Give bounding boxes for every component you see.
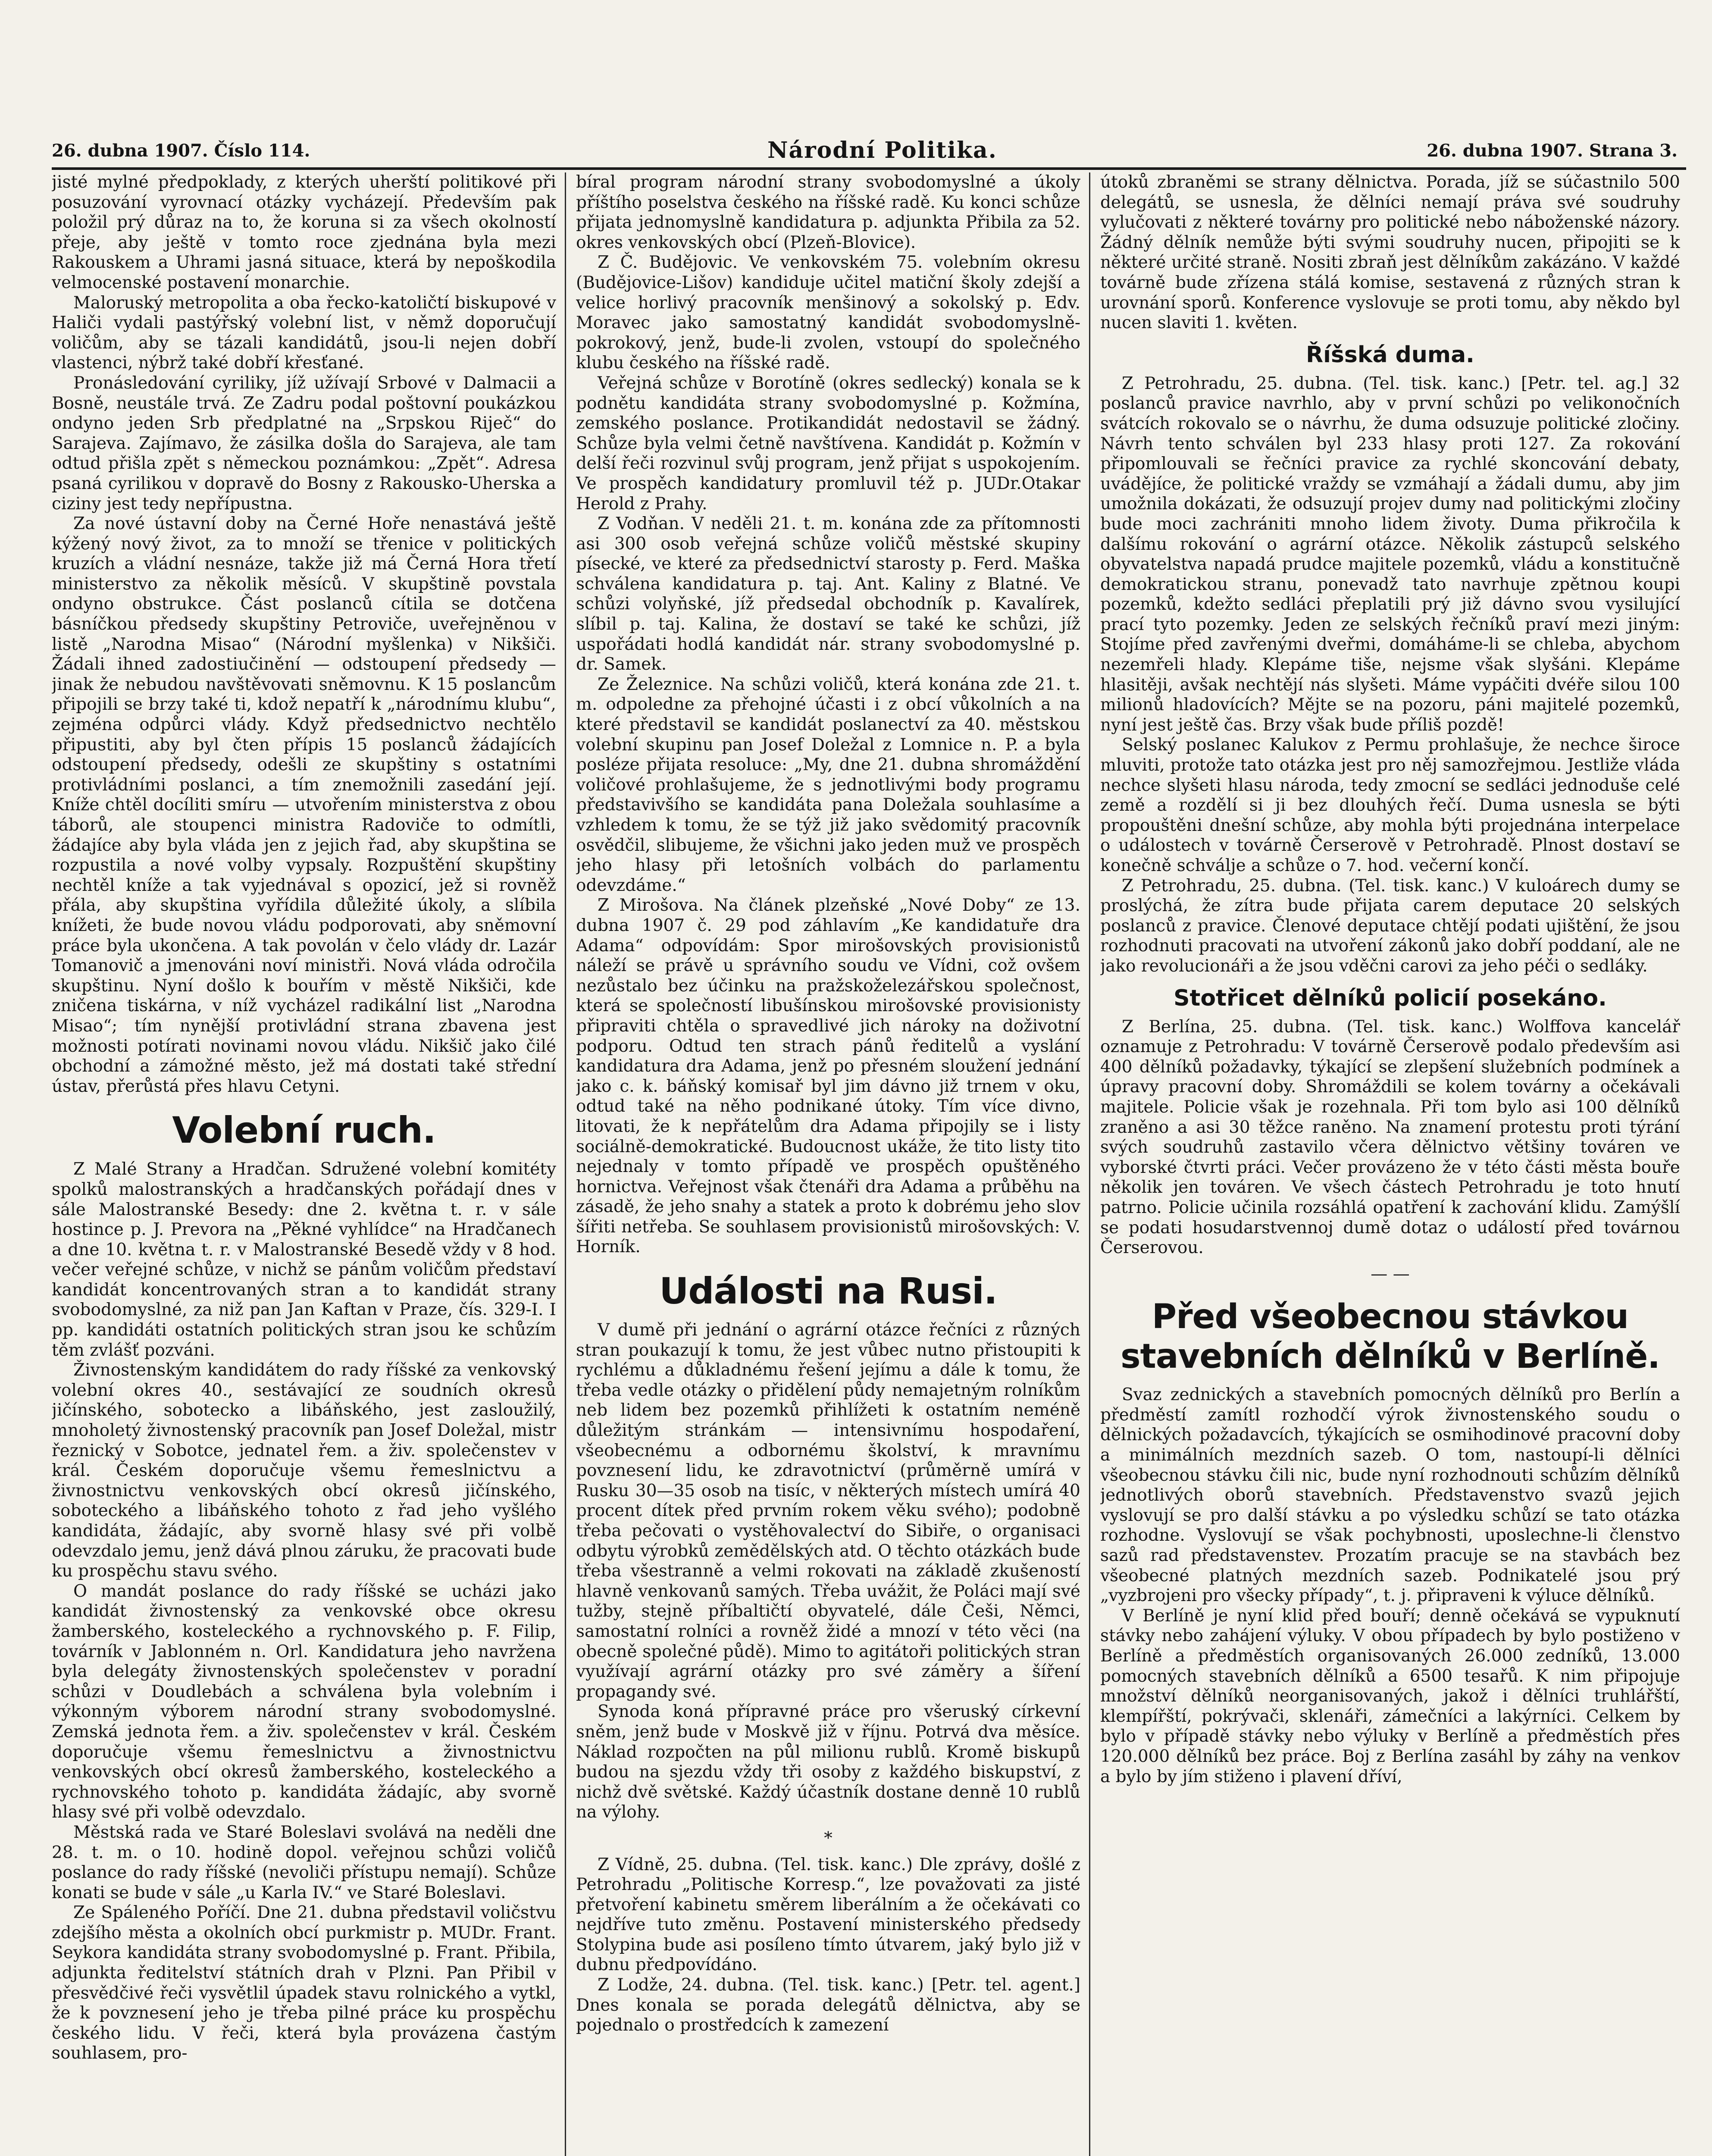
masthead-title: Národní Politika. (767, 137, 997, 163)
paragraph: Z Petrohradu, 25. dubna. (Tel. tisk. kanc.) V kuloárech dumy se proslýchá, že zítra bude přijata carem deputace 20 selských poslanců z pravice. Členové deputace chtějí podati ujištění, že jsou rozhodnuti pracovati na utvoření zákonů jako dobří poddaní, ale ne jako revolucionáři a že jsou vděčni carovi za jeho péči o sedláky. (1100, 876, 1680, 976)
paragraph: Maloruský metropolita a oba řecko-katoličtí biskupové v Haliči vydali pastýřský volební list, v němž doporučují voličům, aby se tázali kandidátů, jsou-li nejen dobří vlastenci, nýbrž také dobří křesťané. (52, 293, 556, 373)
paragraph: jisté mylné předpoklady, z kterých uherští politikové při posuzování vyrovnací otázky vycházejí. Především pak položil prý důraz na to, že koruna si za všech okolností přeje, aby ještě v tomto roce zjednána byla mezi Rakouskem a Uhrami jasná situace, která by nepoškodila velmocenské postavení monarchie. (52, 172, 556, 292)
paragraph: Synoda koná přípravné práce pro všeruský církevní sněm, jenž bude v Moskvě již v říjnu. Potrvá dva měsíce. Náklad rozpočten na půl milionu rublů. Kromě biskupů budou na sjezdu vždy tři osoby z každého biskupství, z nichž dvě světské. Každý účastník dostane denně 10 rublů na výlohy. (576, 1702, 1080, 1822)
paragraph: V Berlíně je nyní klid před bouří; denně očekává se vypuknutí stávky nebo zahájení výluky. V obou případech by bylo postiženo v Berlíně a předměstích organisovaných 26.000 zedníků, 13.000 pomocných stavebních dělníků a 6500 tesařů. K nim připojuje množství dělníků neorganisovaných, jakož i dělníci truhlářští, klempířští, pokrývači, sklenáři, zámečníci a lakýrníci. Celkem by bylo v případě stávky nebo výluky v Berlíně a předměstích přes 120.000 dělníků bez práce. Boj z Berlína zasáhl by záhy na venkov a bylo by jím stiženo i plavení dříví, (1100, 1606, 1680, 1786)
paragraph: Z Vídně, 25. dubna. (Tel. tisk. kanc.) Dle zprávy, došlé z Petrohradu „Politische Korresp.“, lze považovati za jisté přetvoření kabinetu směrem liberálním a že očekávati co nejdříve tuto změnu. Postavení ministerského předsedy Stolypina bude asi posíleno tímto útvarem, jaký bylo již v dubnu předpovídáno. (576, 1855, 1080, 1975)
column-rule (1089, 172, 1090, 2156)
header-date-page: 26. dubna 1907. Strana 3. (1427, 141, 1678, 161)
paragraph: útoků zbraněmi se strany dělnictva. Porada, jíž se súčastnilo 500 delegátů, se usnesla, že dělníci nemají práva své soudruhy vylučovati z některé továrny pro politické nebo náboženské názory. Žádný dělník nemůže býti svými soudruhy nucen, připojiti se k některé určité straně. Nositi zbraň jest dělníkům zakázáno. V každé továrně bude zřízena stálá komise, sestavená z různých stran k urovnání sporů. Konference vyslovuje se proti tomu, aby někdo byl nucen slaviti 1. květen. (1100, 172, 1680, 333)
subheading-workers: Stotřicet dělníků policií posekáno. (1174, 985, 1607, 1011)
column-2 (576, 172, 1080, 2156)
page-header (52, 137, 1686, 170)
section-heading-russia: Události na Rusi. (659, 1270, 997, 1313)
column-1 (52, 172, 556, 2156)
paragraph: Z Lodže, 24. dubna. (Tel. tisk. kanc.) [Petr. tel. agent.] Dnes konala se porada delegátů dělnictva, aby se pojednalo o prostředcích k zamezení (576, 1975, 1080, 2035)
paragraph: Za nové ústavní doby na Černé Hoře nenastává ještě kýžený nový život, za to množí se třenice v politických kruzích a vládní nesnáze, takže již má Černá Hora třetí ministerstvo za několik měsíců. V skupštině povstala ondyno obstrukce. Část poslanců cítila se dotčena básníčkou předsedy skupštiny Petroviče, uveřejněnou v listě „Narodna Misao“ (Národní myšlenka) v Nikšiči. Žádali ihned zadostiučinění — odstoupení předsedy — jinak že nebudou navštěvovati sněmovnu. K 15 poslancům připojili se brzy také ti, kdož nepatří k „národnímu klubu“, zejména odpůrci vlády. Když předsednictvo nechtělo připustiti, aby byl čten přípis 15 poslanců žádajících odstoupení předsedy, odešli ze skupštiny s ostatními protivládními poslanci, a tím znemožnili zasedání její. Kníže chtěl docíliti smíru — utvořením ministerstva z obou táborů, ale stoupenci ministra Radoviče to odmítli, žádajíce aby byla vláda jen z jejich řad, aby skupština se rozpustila a nové volby vypsaly. Rozpuštění skupštiny nechtěl kníže a tak vyjednával s opozicí, jež si rovněž přála, aby skupština vyřídila důležité úkoly, a slíbila knížeti, že bude novou vládu podporovati, aby sněmovní práce byla ukončena. A tak povolán v čelo vlády dr. Lazár Tomanovič a jmenováni noví ministři. Nová vláda odročila skupštinu. Nyní došlo k bouřím v městě Nikšiči, kde zničena tiskárna, v níž vycházel radikální list „Narodna Misao“; tím nynější protivládní strana zbavena jest možnosti potírati novinami novou vládu. Nikšič jako čilé obchodní a zámožné město, jež má dostati také střední ústav, přerůstá přes hlavu Cetyni. (52, 514, 556, 1096)
paragraph: Z Petrohradu, 25. dubna. (Tel. tisk. kanc.) [Petr. tel. ag.] 32 poslanců pravice navrhlo, aby v první schůzi po velikonočních svátcích rokovalo se o návrhu, že duma odsuzuje politické zločiny. Návrh tento schválen byl 233 hlasy proti 127. Za rokování připomlouvali se řečníci pravice za rychlé skoncování debaty, uvádějíce, že politické vraždy se vzmáhají a žádali dumu, aby jim umožnila dokázati, že odsuzují projev dumy nad politickými zločiny bude moci zachrániti mnoho lidem životy. Duma přikročila k dalšímu rokování o agrární otázce. Několik zástupců selského obyvatelstva napadá prudce majitele pozemků, vládu a konstitučně demokratickou stranu, ponevadž tato navrhuje zpětnou koupi pozemků, kdežto sedláci přeplatili prý již dávno svou vysilující prací tyto pozemky. Jeden ze selských řečníků praví mezi jiným: Stojíme před zavřenými dveřmi, domáháme-li se chleba, abychom nezemřeli hlady. Klepáme tiše, nejsme však slyšáni. Klepáme hlasitěji, avšak nechtějí nás slyšeti. Máme vypáčiti dvéře silou 100 milionů hladovících? Mějte se na pozoru, páni majitelé pozemků, nyní jest ještě čas. Brzy však bude příliš pozdě! (1100, 373, 1680, 735)
section-heading-berlin-strike: Před všeobecnou stávkou stavebních dělníků v Berlíně. (1120, 1297, 1660, 1376)
header-date-issue: 26. dubna 1907. Číslo 114. (52, 141, 310, 161)
paragraph: Z Mirošova. Na článek plzeňské „Nové Doby“ ze 13. dubna 1907 č. 29 pod záhlavím „Ke kandidatuře dra Adama“ odpovídám: Spor mirošovských provisionistů náleží se právě u správního soudu ve Vídni, což ovšem nezůstalo bez účinku na pražskoželezářskou společnost, která se společností libušínskou mirošovské provisionisty připraviti chtěla o spravedlivé jich nároky na doživotní podporu. Odtud ten strach pánů ředitelů a vyslání kandidatura dra Adama, jenž po přesném sloužení jednání jako c. k. báňský komisař byl jim dávno již trnem v oku, odtud také na něho podnikané útoky. Tím více divno, litovati, že k nepřátelům dra Adama připojily se i listy sociálně-demokratické. Budoucnost ukáže, že tito listy tito nejednaly v tomto případě ve prospěch opuštěného hornictva. Veřejnost však čtenáři dra Adama a průběhu na zásadě, že jeho snahy a statek a proto k dobrému jeho slov šířiti netřeba. Se souhlasem provisionistů mirošovských: V. Horník. (576, 896, 1080, 1257)
column-3 (1100, 172, 1680, 2156)
subheading-duma: Říšská duma. (1306, 342, 1474, 368)
paragraph: bíral program národní strany svobodomyslné a úkoly příštího poselstva českého na říšské radě. Ku konci schůze přijata jednomyslně kandidatura p. adjunkta Přibila za 52. okres venkovských obcí (Plzeň-Blovice). (576, 172, 1080, 252)
paragraph: Svaz zednických a stavebních pomocných dělníků pro Berlín a předměstí zamítl rozhodčí výrok živnostenského soudu o dělnických požadavcích, týkajících se osmihodinové pracovní doby a minimálních mezdních sazeb. O tom, nastoupí-li dělníci všeobecnou stávku čili nic, bude nyní rozhodnouti schůzím dělníků jednotlivých oborů stavebních. Představenstvo svazů jejich vyslovují se pro další stávku a po výsledku schůzí se tato otázka rozhodne. Vyslovují se však pochybnosti, uposlechne-li členstvo sazů rad představenstev. Prozatím pracuje se na stavbách bez všeobecné platných mezdních sazeb. Podnikatelé jsou prý „vyzbrojeni pro všecky případy“, t. j. připraveni k výluce dělníků. (1100, 1385, 1680, 1606)
paragraph: Ze Spáleného Poříčí. Dne 21. dubna představil voličstvu zdejšího města a okolních obcí purkmistr p. MUDr. Frant. Seykora kandidáta strany svobodomyslné p. Frant. Přibila, adjunkta ředitelství státních drah v Plzni. Pan Přibil v přesvědčivé řeči vysvětlil úpadek stavu rolnického a vytkl, že k povznesení jeho je třeba pilné práce ku prospěchu českého lidu. V řeči, která byla provázena častým souhlasem, pro- (52, 1903, 556, 2063)
paragraph: Z Berlína, 25. dubna. (Tel. tisk. kanc.) Wolffova kancelář oznamuje z Petrohradu: V továrně Čerserově podalo především asi 400 dělníků požadavky, týkající se zlepšení služebních podmínek a úpravy pracovní doby. Shromáždili se kolem továrny a očekávali majitele. Policie však je rozehnala. Při tom bylo asi 100 dělníků zraněno a asi 30 těžce raněno. Na znamení protestu proti týrání svých soudruhů zastavilo včera dělnictvo většiny továren ve vyborské čtvrti práci. Večer provázeno že v této části města bouře několik jen továren. Ve všech částech Petrohradu je toto hnutí patrno. Policie učinila rozsáhlá opatření k zachování klidu. Zamýšlí se podati hosudarstvennoj dumě dotaz o událostí před továrnou Čerserovou. (1100, 1017, 1680, 1258)
column-rule (565, 172, 566, 2156)
paragraph: Ze Železnice. Na schůzi voličů, která konána zde 21. t. m. odpoledne za přehojné účasti i z obcí vůkolních a na které představil se kandidát poslanectví za 40. městskou volební skupinu pan Josef Doležal z Lomnice n. P. a byla posléze přijata resoluce: „My, dne 21. dubna shromáždění voličové prohlašujeme, že s jednotlivými body programu představivšího se kandidáta pana Doležala souhlasíme a vzhledem k tomu, že se týž již jako svědomitý pracovník osvědčil, slibujeme, že všichni jako jeden muž ve prospěch jeho hlasy při letošních volbách do parlamentu odevzdáme.“ (576, 674, 1080, 895)
separator: * (824, 1828, 833, 1848)
paragraph: O mandát poslance do rady říšské se ucházi jako kandidát živnostenský za venkovské obce okresu žamberského, kosteleckého a rychnovského p. F. Filip, továrník v Jablonném n. Orl. Kandidatura jeho navržena byla delegáty živnostenských společenstev v poradní schůzi v Doudlebách a schválena byla volebním i výkonným výborem národní strany svobodomyslné. Zemská jednota řem. a živ. společenstev v král. Českém doporučuje všemu řemeslnictvu a živnostnictvu venkovských obcí okresů žamberského, kosteleckého a rychnovského tohoto p. kandidáta žádajíc, aby svorně hlasy své při volbě odevzdalo. (52, 1581, 556, 1822)
paragraph: Pronásledování cyriliky, jíž užívají Srbové v Dalmacii a Bosně, neustále trvá. Ze Zadru podal poštovní poukázkou ondyno jeden Srb předplatné na „Srpskou Riječ“ do Sarajeva. Zajímavo, že zásilka došla do Sarajeva, ale tam odtud přišla zpět s německou poznámkou: „Zpět“. Adresa psaná cyrilikou v dopravě do Bosny z Rakousko-Uherska a ciziny jest tedy nepřípustna. (52, 373, 556, 514)
paragraph: Z Vodňan. V neděli 21. t. m. konána zde za přítomnosti asi 300 osob veřejná schůze voličů městské skupiny písecké, ve které za předsednictví starosty p. Ferd. Maška schválena kandidatura p. taj. Ant. Kaliny z Blatné. Ve schůzi volyňské, jíž předsedal obchodník p. Kavalírek, slíbil p. taj. Kalina, že dostaví se také ke schůzi, jíž uspořádati hodlá kandidát nár. strany svobodomyslné p. dr. Samek. (576, 514, 1080, 674)
paragraph: Selský poslanec Kalukov z Permu prohlašuje, že nechce široce mluviti, protože tato otázka jest pro něj samozřejmou. Jestliže vláda nechce slyšeti hlasu národa, tedy zmocní se sedláci jednoduše celé země a rozdělí si ji bez dlouhých řečí. Duma usnesla se býti propouštěni dnešní schůze, aby mohla býti projednána interpelace o událostech v továrně Čerserově v Petrohradě. Plnost dostaví se konečně schválje a schůze o 7. hod. večerní končí. (1100, 735, 1680, 875)
section-heading-elections: Volební ruch. (172, 1109, 436, 1152)
paragraph: Městská rada ve Staré Boleslavi svolává na neděli dne 28. t. m. o 10. hodině dopol. veřejnou schůzi voličů poslance do rady říšské (nevoliči přístupu nemají). Schůze konati se bude v sále „u Karla IV.“ ve Staré Boleslavi. (52, 1822, 556, 1902)
paragraph: Živnostenským kandidátem do rady říšské za venkovský volební okres 40., sestávající ze soudních okresů jičínského, sobotecko a libáňského, jest zasloužilý, mnoholetý živnostenský pracovník pan Josef Doležal, mistr řeznický v Sobotce, jednatel řem. a živ. společenstev v král. Českém doporučuje všemu řemeslnictvu a živnostnictvu venkovských obcí okresů jičínského, soboteckého a libáňského tohoto z řad jeho vyšlého kandidáta, žádajíc, aby svorně hlasy své při volbě odevzdalo jemu, jenž dává plnou záruku, že pracovati bude ku prospěchu stavu svého. (52, 1360, 556, 1581)
paragraph: Veřejná schůze v Borotíně (okres sedlecký) konala se k podnětu kandidáta strany svobodomyslné p. Kožmína, zemského poslance. Protikandidát nedostavil se žádný. Schůze byla velmi četně navštívena. Kandidát p. Kožmín v delší řeči rozvinul svůj program, jenž přijat s uspokojením. Ve prospěch kandidatury promluvil též p. JUDr.Otakar Herold z Prahy. (576, 373, 1080, 514)
paragraph: Z Malé Strany a Hradčan. Sdružené volební komitéty spolků malostranských a hradčanských pořádají dnes v sále Malostranské Besedy: dne 2. května t. r. v sále hostince p. J. Prevora na „Pěkné vyhlídce“ na Hradčanech a dne 10. května t. r. v Malostranské Besedě vždy v 8 hod. večer veřejné schůze, v nichž se pánům voličům představí kandidát koncentrovaných stran a to kandidát strany svobodomyslné, za niž pan Jan Kaftan v Praze, čís. 329-I. I pp. kandidáti ostatních politických stran jsou ke schůzím těm zvlášť pozváni. (52, 1159, 556, 1360)
separator: — — (1371, 1264, 1410, 1284)
paragraph: Z Č. Budějovic. Ve venkovském 75. volebním okresu (Budějovice-Lišov) kandiduje učitel matiční školy zdejší a velice horlivý pracovník menšinový a sokolský p. Edv. Moravec jako samostatný kandidát svobodomyslně-pokrokový, jenž, bude-li zvolen, vstoupí do společného klubu českého na říšské radě. (576, 253, 1080, 373)
paragraph: V dumě při jednání o agrární otázce řečníci z různých stran poukazují k tomu, že jest vůbec nutno přistoupiti k rychlému a důkladnému řešení jejímu a dále k tomu, že třeba vedle otázky o přidělení půdy nemajetným rolníkům neb lidem bez pozemků přihlížeti k ostatním neméně důležitým stránkám — intensivnímu hospodaření, všeobecnému a odbornému školství, k mravnímu povznesení lidu, ke zdravotnictví (průměrně umírá v Rusku 30—35 osob na tisíc, v některých místech umírá 40 procent dítek před prvním rokem věku svého); podobně třeba pečovati o vystěhovalectví do Sibiře, o organisaci odbytu výrobků zemědělských atd. O těchto otázkách bude třeba všestranně a velmi rokovati na základě zkušeností hlavně venkovanů samých. Třeba uvážit, že Poláci mají své tužby, stejně příbaltičtí obyvatelé, dále Češi, Němci, samostatní rolníci a rovněž židé a mnozí v této věci (na obecně společné půdě). Mimo to agitátoři politických stran využívají agrární otázky pro své záměry a šíření propagandy své. (576, 1320, 1080, 1702)
